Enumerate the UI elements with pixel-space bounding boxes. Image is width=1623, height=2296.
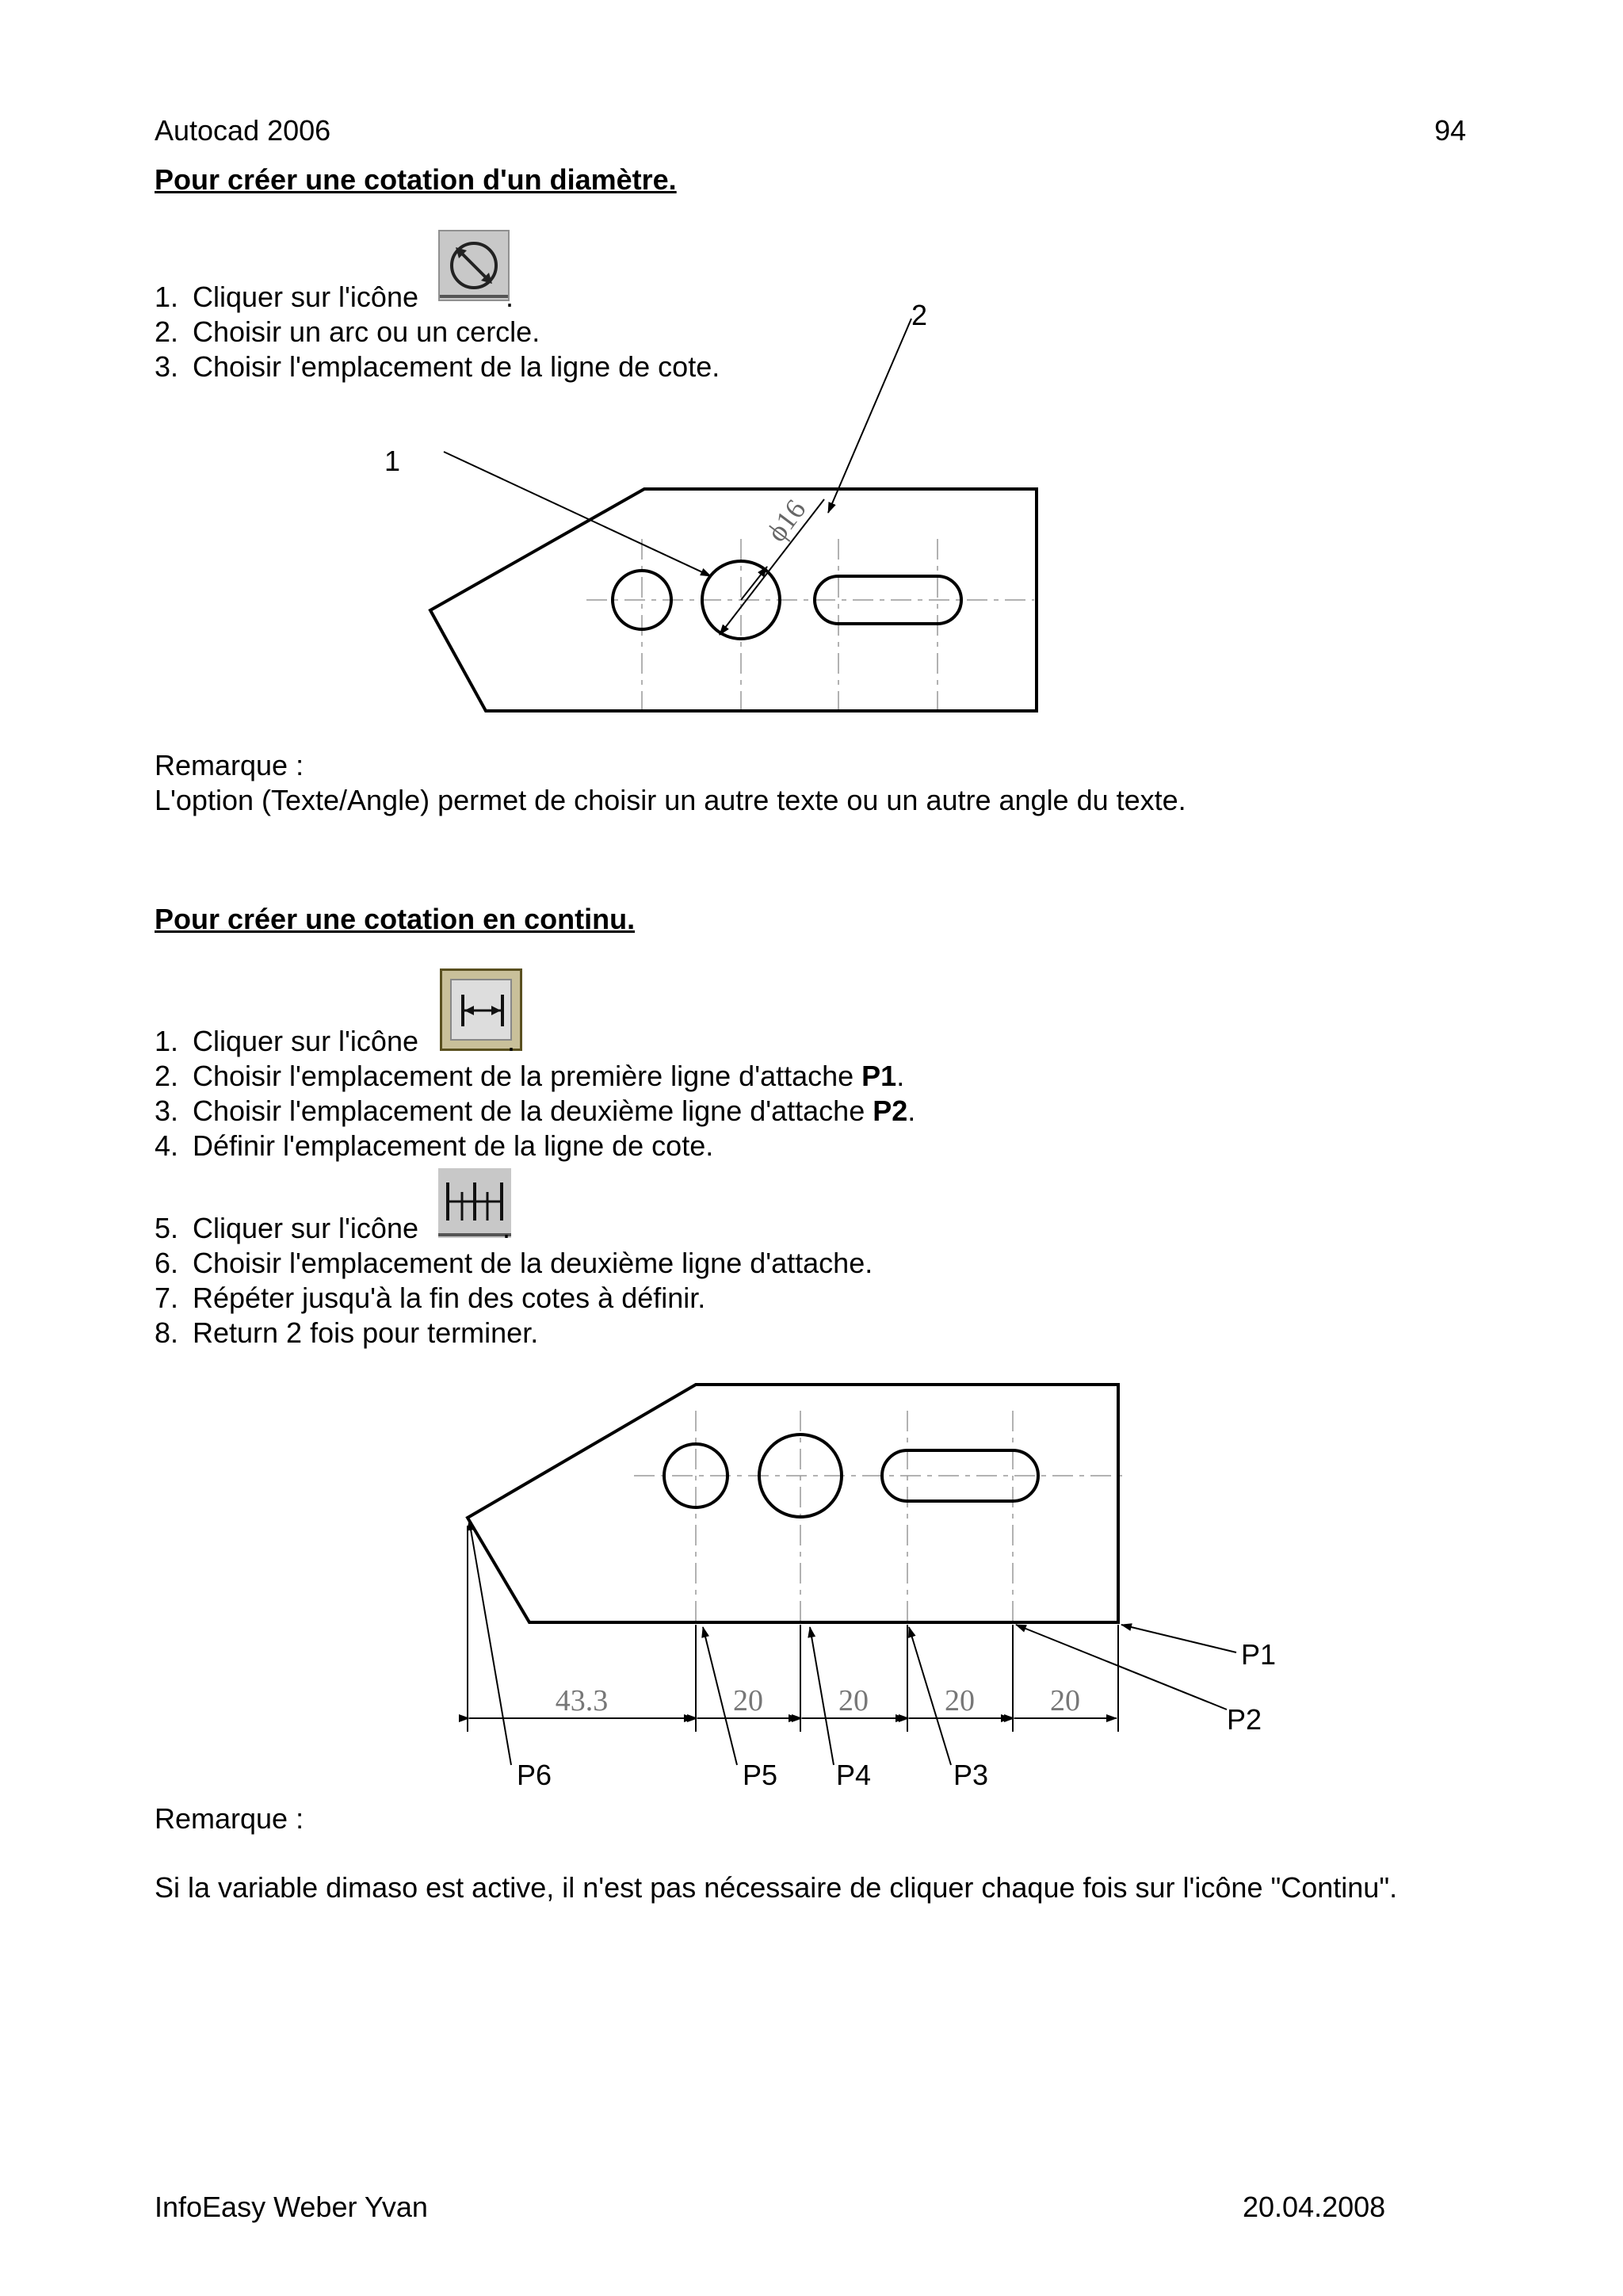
s2-step-8: 8. Return 2 fois pour terminer. [155,1316,539,1349]
header-title: Autocad 2006 [155,114,331,147]
callout-1: 1 [384,445,401,477]
dim-value: 20 [945,1684,975,1717]
section1-title: Pour créer une cotation d'un diamètre. [155,163,677,196]
s2-remark-label: Remarque : [155,1802,304,1835]
footer-date: 20.04.2008 [1243,2191,1386,2223]
s2-step-3: 3. Choisir l'emplacement de la deuxième ligne d'attache P2. [155,1095,916,1127]
dim-value: 20 [1050,1684,1080,1717]
s1-remark-label: Remarque : [155,749,304,781]
s2-remark-text: Si la variable dimaso est active, il n'est pas nécessaire de cliquer chaque fois sur l'icône "Continu". [155,1871,1398,1904]
point-label: P1 [1241,1638,1277,1671]
s2-step-5: 5. Cliquer sur l'icône . [155,1212,511,1244]
dim-value: 20 [733,1684,763,1717]
footer-author: InfoEasy Weber Yvan [155,2191,428,2223]
s2-step-4: 4. Définir l'emplacement de la ligne de cote. [155,1129,714,1162]
point-label: P4 [836,1759,872,1791]
diameter-dim-text: ϕ16 [760,493,812,548]
point-label: P3 [953,1759,989,1791]
s1-step-2: 2. Choisir un arc ou un cercle. [155,315,540,348]
callout-2: 2 [911,299,928,331]
point-label: P5 [743,1759,778,1791]
s1-step-3: 3. Choisir l'emplacement de la ligne de cote. [155,350,720,383]
point-label: P2 [1227,1703,1262,1736]
point-label: P6 [517,1759,552,1791]
s2-step-6: 6. Choisir l'emplacement de la deuxième ligne d'attache. [155,1247,873,1279]
s1-remark-text: L'option (Texte/Angle) permet de choisir un autre texte ou un autre angle du texte. [155,784,1186,816]
s2-step-2: 2. Choisir l'emplacement de la première ligne d'attache P1. [155,1060,905,1092]
page-number: 94 [1434,114,1467,147]
s1-step-1: 1. Cliquer sur l'icône . [155,281,514,313]
s2-step-7: 7. Répéter jusqu'à la fin des cotes à définir. [155,1282,706,1314]
section2-title: Pour créer une cotation en continu. [155,903,636,935]
dim-value: 43.3 [555,1684,609,1717]
s2-step-1: 1. Cliquer sur l'icône . [155,1025,516,1057]
dim-value: 20 [838,1684,869,1717]
